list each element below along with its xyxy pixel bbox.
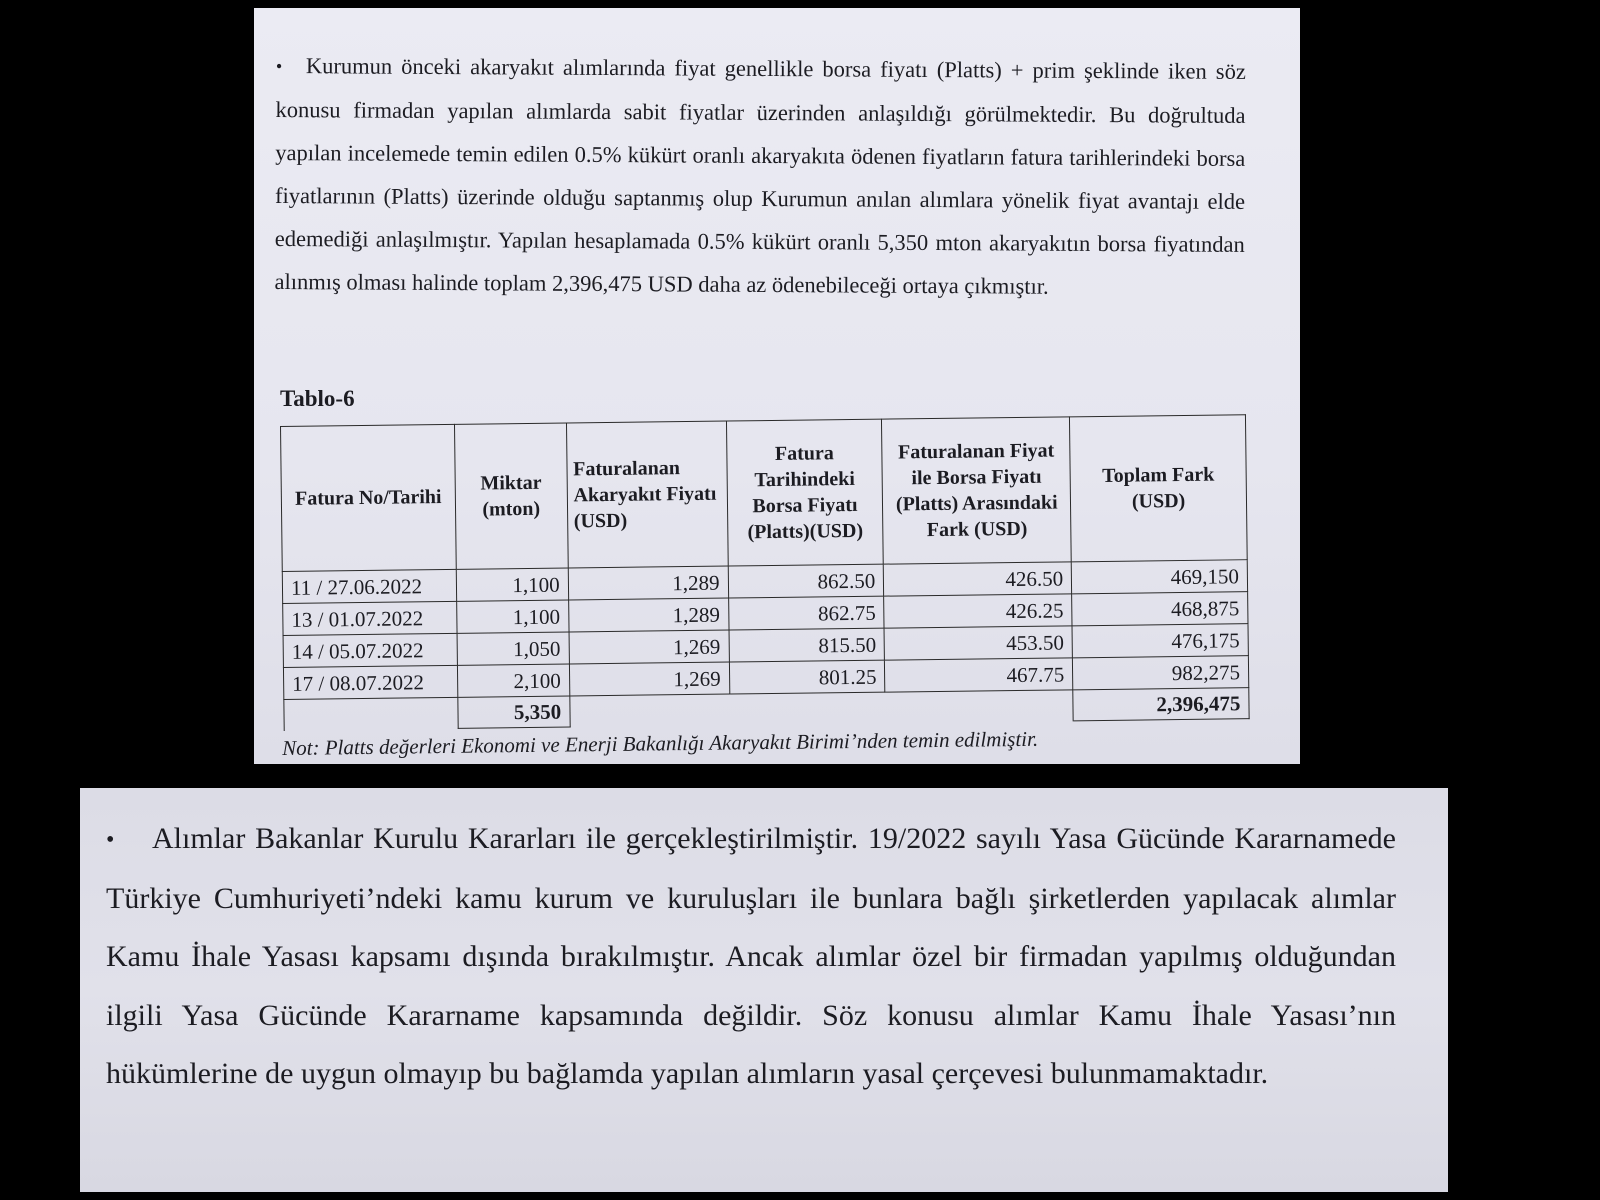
header-toplam-fark: Toplam Fark (USD) [1070, 415, 1248, 562]
table-cell: 17 / 08.07.2022 [283, 665, 457, 699]
table-cell: 426.25 [884, 594, 1072, 628]
header-miktar: Miktar (mton) [454, 423, 568, 569]
table-cell: 1,289 [568, 598, 728, 632]
header-fatura: Fatura No/Tarihi [281, 424, 457, 571]
table-cell: 2,100 [457, 664, 569, 697]
table-cell: 815.50 [729, 628, 885, 662]
table-cell-empty [569, 690, 1073, 727]
table-label: Tablo-6 [280, 386, 355, 411]
table-cell: 862.50 [728, 564, 884, 598]
table-cell: 467.75 [885, 658, 1073, 692]
paragraph-legal-framework [106, 810, 1396, 1104]
paragraph-text: Alımlar Bakanlar Kurulu Kararları ile gerçekleştirilmiştir. 19/2022 sayılı Yasa Gücünde Kararnamede Türkiye Cumhuriyeti’ndeki kamu kurum ve kuruluşları ile bunlara bağlı şirketlerden yapılacak alımlar Kamu İhale Yasası kapsamı dışında bırakılmıştır. Ancak alımlar özel bir firmadan yapılmış olduğundan ilgili Yasa Gücünde Kararname kapsamında değildir. Söz konusu alımlar Kamu İhale Yasası’nın hükümlerine de uygun olmayıp bu bağlamda yapılan alımların yasal çerçevesi bulunmamaktadır. [106, 822, 1396, 1090]
table-cell: 1,289 [568, 566, 728, 600]
table-cell: 1,100 [456, 600, 568, 633]
table-cell: 1,269 [569, 662, 729, 696]
table-note: Not: Platts değerleri Ekonomi ve Enerji Bakanlığı Akaryakıt Birimi’nden temin edilmiştir. [282, 726, 1039, 760]
table-cell: 862.75 [728, 596, 884, 630]
table-cell: 476,175 [1072, 624, 1248, 658]
table-cell: 11 / 27.06.2022 [282, 569, 456, 603]
document-photo-bottom [80, 788, 1448, 1192]
header-faturalanan-fiyat: Faturalanan Akaryakıt Fiyatı (USD) [566, 421, 728, 568]
total-miktar: 5,350 [458, 696, 570, 728]
table-cell: 1,100 [456, 568, 568, 601]
table-cell: 13 / 01.07.2022 [283, 601, 457, 635]
table-header-row [281, 415, 1248, 572]
paragraph-fuel-pricing [274, 44, 1246, 309]
table-cell: 14 / 05.07.2022 [283, 633, 457, 667]
paragraph-text: Kurumun önceki akaryakıt alımlarında fiyat genellikle borsa fiyatı (Platts) + prim şeklinde iken söz konusu firmadan yapılan alımlarda sabit fiyatlar üzerinden anlaşıldığı görülmektedir. Bu doğrultuda yapılan incelemede temin edilen 0.5% kükürt oranlı akaryakıta ödenen fiyatların fatura tarihlerindeki borsa fiyatlarının (Platts) üzerinde olduğu saptanmış olup Kurumun anılan alımlara yönelik fiyat avantajı elde edemediği anlaşılmıştır. Yapılan hesaplamada 0.5% kükürt oranlı 5,350 mton akaryakıtın borsa fiyatından alınmış olması halinde toplam 2,396,475 USD daha az ödenebileceği ortaya çıkmıştır. [274, 53, 1246, 299]
header-fark: Faturalanan Fiyat ile Borsa Fiyatı (Platts) Arasındaki Fark (USD) [882, 417, 1072, 564]
header-borsa-fiyati: Fatura Tarihindeki Borsa Fiyatı (Platts)(USD) [726, 419, 884, 566]
table-cell: 453.50 [884, 626, 1072, 660]
table-6 [280, 414, 1250, 731]
table-cell: 801.25 [729, 660, 885, 694]
table-cell: 1,269 [569, 630, 729, 664]
table-cell-empty [284, 697, 458, 730]
bullet: • [275, 55, 283, 77]
table-cell: 982,275 [1073, 656, 1249, 690]
bullet: • [106, 827, 115, 853]
table-cell: 469,150 [1071, 560, 1247, 594]
total-fark: 2,396,475 [1073, 688, 1249, 721]
table-cell: 1,050 [457, 632, 569, 665]
table-cell: 426.50 [884, 562, 1072, 596]
table-cell: 468,875 [1072, 592, 1248, 626]
document-photo-top [254, 8, 1300, 764]
